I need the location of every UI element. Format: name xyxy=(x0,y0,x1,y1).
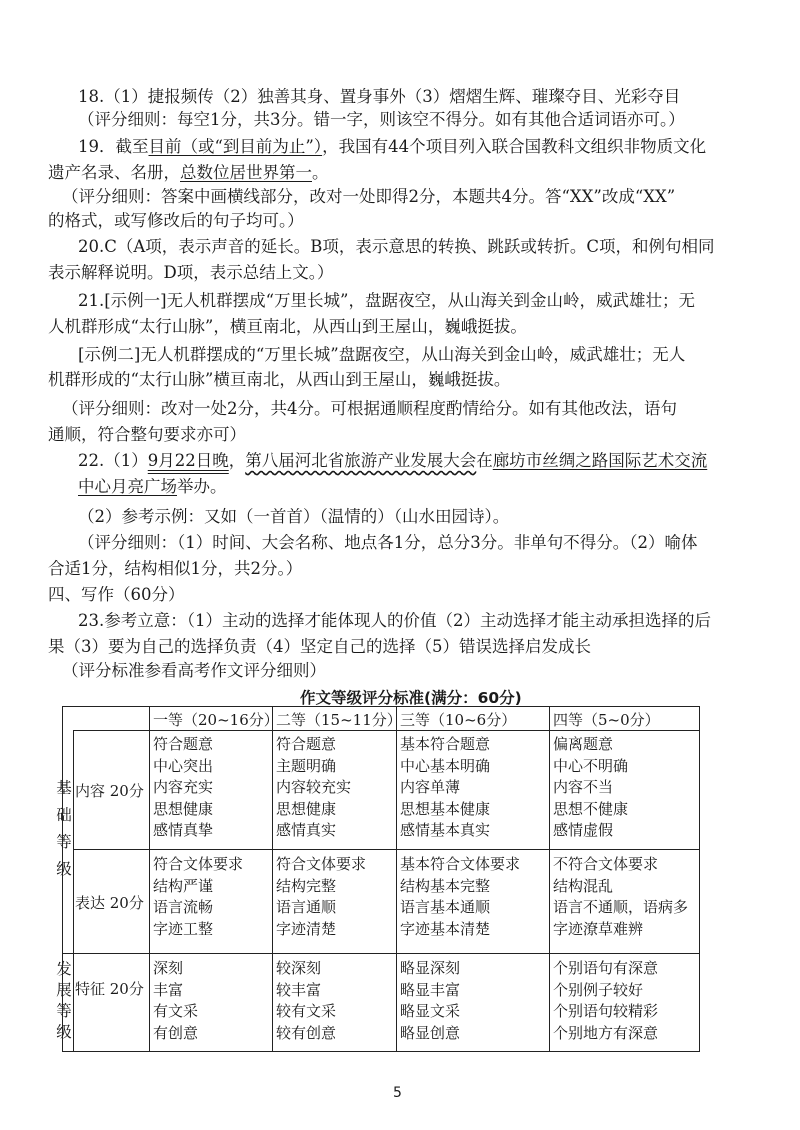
criterion: 结构严谨 xyxy=(153,876,214,895)
q23-scoring-note: （评分标准参看高考作文评分细则） xyxy=(62,661,326,680)
criterion: 较有文采 xyxy=(276,1002,337,1020)
criterion: 感情真实 xyxy=(276,821,337,839)
criterion: 内容单薄 xyxy=(400,778,461,796)
group-label-dev-text: 发展等级 xyxy=(56,960,72,1041)
criterion: 内容充实 xyxy=(153,778,214,796)
table-divider xyxy=(73,730,699,731)
group-label-basic xyxy=(54,775,74,883)
criterion: 丰富 xyxy=(153,980,184,999)
table-cell xyxy=(400,734,490,842)
table-cell xyxy=(553,854,688,940)
q22-location: 廊坊市丝绸之路国际艺术交流 xyxy=(492,451,708,470)
criterion: 思想不健康 xyxy=(553,799,629,818)
q21-example1: 21.[示例一]无人机群摆成“万里长城”，盘踞夜空，从山海关到金山岭，威武雄壮；无 xyxy=(78,291,695,310)
criterion: 略显丰富 xyxy=(400,980,461,999)
criterion: 中心基本明确 xyxy=(400,756,491,775)
group-label-dev xyxy=(54,959,74,1043)
q19-scoring: （评分细则：答案中画横线部分，改对一处即得2分，本题共4分。答“XX”改成“XX” xyxy=(62,187,676,206)
criterion: 感情基本真实 xyxy=(400,821,491,839)
row-label-content: 内容 20分 xyxy=(75,782,144,800)
criterion: 个别例子较好 xyxy=(553,980,644,999)
row-label-features: 特征 20分 xyxy=(75,980,144,998)
page-number: 5 xyxy=(393,1085,402,1101)
q22-time: 9月22日晚 xyxy=(147,451,229,470)
criterion: 思想健康 xyxy=(153,799,214,818)
criterion: 符合题意 xyxy=(153,735,214,753)
criterion: 感情虚假 xyxy=(553,821,614,839)
table-cell xyxy=(153,854,243,940)
grading-table xyxy=(56,706,700,1052)
criterion: 符合题意 xyxy=(276,735,337,753)
criterion: 个别语句有深意 xyxy=(553,959,659,977)
q21-example2: [示例二]无人机群摆成的“万里长城”盘踞夜空，从山海关到金山岭，威武雄壮；无人 xyxy=(78,345,686,364)
criterion: 字迹潦草难辨 xyxy=(553,919,644,938)
section-writing-heading: 四、写作（60分） xyxy=(48,585,185,604)
q22-part2: （2）参考示例：又如（一首首）（温情的）（山水田园诗）。 xyxy=(78,507,510,526)
q19-answer xyxy=(78,136,706,158)
q21-scoring-cont: 通顺，符合整句要求亦可） xyxy=(48,425,246,444)
criterion: 内容较充实 xyxy=(276,778,352,796)
q22-scoring: （评分细则：（1）时间、大会名称、地点各1分，总分3分。非单句不得分。（2）喻体 xyxy=(78,533,698,552)
criterion: 略显文采 xyxy=(400,1002,461,1020)
criterion: 思想健康 xyxy=(276,799,337,818)
q22-part1 xyxy=(78,450,707,472)
criterion: 较有创意 xyxy=(276,1023,337,1042)
q19-scoring-cont: 的格式，或写修改后的句子均可。） xyxy=(48,211,304,230)
criterion: 有创意 xyxy=(153,1023,199,1042)
criterion: 主题明确 xyxy=(276,756,337,775)
table-cell xyxy=(276,734,351,842)
q18-answer: 18.（1）捷报频传（2）独善其身、置身事外（3）熠熠生辉、璀璨夺目、光彩夺目 xyxy=(78,87,681,106)
criterion: 不符合文体要求 xyxy=(553,855,659,873)
table-cell xyxy=(276,854,366,940)
criterion: 中心不明确 xyxy=(553,756,629,775)
criterion: 思想基本健康 xyxy=(400,799,491,818)
q18-scoring: （评分细则：每空1分，共3分。错一字，则该空不得分。如有其他合适词语亦可。） xyxy=(78,110,685,129)
q22-scoring-cont: 合适1分，结构相似1分，共2分。） xyxy=(48,559,303,578)
q23-ideas: 23.参考立意：（1）主动的选择才能体现人的价值（2）主动选择才能主动承担选择的后 xyxy=(78,611,711,630)
table-header-grade-2: 二等（15~11分） xyxy=(276,711,402,729)
q19-answer-cont xyxy=(48,162,329,184)
q19-middle: ，我国有44个项目列入联合国教科文组织非物质文化 xyxy=(322,137,707,156)
table-cell xyxy=(400,854,520,940)
criterion: 字迹工整 xyxy=(153,919,214,938)
criterion: 有文采 xyxy=(153,1002,199,1020)
q22-prefix: 22.（1） xyxy=(78,451,148,470)
criterion: 个别语句较精彩 xyxy=(553,1002,659,1020)
table-title: 作文等级评分标准(满分：60分) xyxy=(300,689,522,707)
table-cell xyxy=(153,958,198,1044)
q19-underlined-2: 总数位居世界第一 xyxy=(180,163,312,182)
table-cell xyxy=(400,958,460,1044)
q22-sep: ， xyxy=(228,451,246,470)
group-label-basic-text: 基础等级 xyxy=(56,779,72,878)
q22-suffix: 举办。 xyxy=(177,477,227,496)
table-cell xyxy=(553,734,628,842)
table-divider xyxy=(272,707,273,1051)
table-cell xyxy=(153,734,213,842)
table-divider xyxy=(396,707,397,1051)
table-divider xyxy=(549,707,550,1051)
criterion: 语言流畅 xyxy=(153,898,214,916)
criterion: 内容不当 xyxy=(553,778,614,796)
criterion: 语言基本通顺 xyxy=(400,898,491,916)
criterion: 结构混乱 xyxy=(553,876,614,895)
criterion: 符合文体要求 xyxy=(276,855,367,873)
criterion: 符合文体要求 xyxy=(153,855,244,873)
q22-part1-cont xyxy=(78,476,227,498)
table-divider xyxy=(73,849,699,850)
q22-mid: 在 xyxy=(476,451,493,470)
criterion: 略显创意 xyxy=(400,1023,461,1042)
criterion: 略显深刻 xyxy=(400,959,461,977)
criterion: 基本符合题意 xyxy=(400,735,491,753)
table-divider xyxy=(149,707,150,1051)
criterion: 结构完整 xyxy=(276,876,337,895)
q19-line2-prefix: 遗产名录、名册， xyxy=(48,163,180,182)
criterion: 个别地方有深意 xyxy=(553,1023,659,1042)
table-divider xyxy=(63,953,699,954)
q21-example2-cont: 机群形成的“太行山脉”横亘南北，从西山到王屋山，巍峨挺拔。 xyxy=(48,370,511,389)
criterion: 字迹清楚 xyxy=(276,919,337,938)
criterion: 字迹基本清楚 xyxy=(400,919,491,938)
q19-underlined-1: 目前（或“到目前为止”） xyxy=(148,137,323,156)
table-header-grade-4: 四等（5~0分） xyxy=(553,711,660,729)
criterion: 语言通顺 xyxy=(276,898,337,916)
criterion: 较丰富 xyxy=(276,980,322,999)
q22-location-cont: 中心月亮广场 xyxy=(78,477,177,496)
table-header-grade-1: 一等（20~16分） xyxy=(153,711,279,729)
criterion: 偏离题意 xyxy=(553,735,614,753)
criterion: 中心突出 xyxy=(153,756,214,775)
q22-event-name: 第八届河北省旅游产业发展大会 xyxy=(245,451,477,470)
criterion: 语言不通顺，语病多 xyxy=(553,898,689,916)
criterion: 结构基本完整 xyxy=(400,876,491,895)
q21-scoring: （评分细则：改对一处2分，共4分。可根据通顺程度酌情给分。如有其他改法，语句 xyxy=(62,399,677,418)
q23-ideas-cont: 果（3）要为自己的选择负责（4）坚定自己的选择（5）错误选择启发成长 xyxy=(48,637,591,656)
row-label-expression: 表达 20分 xyxy=(75,894,144,912)
criterion: 基本符合文体要求 xyxy=(400,855,521,873)
criterion: 较深刻 xyxy=(276,959,322,977)
q19-prefix: 19．截至 xyxy=(78,137,149,156)
q21-example1-cont: 人机群形成“太行山脉”，横亘南北，从西山到王屋山，巍峨挺拔。 xyxy=(48,317,527,336)
criterion: 感情真挚 xyxy=(153,821,214,839)
table-cell xyxy=(276,958,336,1044)
q20-answer: 20.C（A项，表示声音的延长。B项，表示意思的转换、跳跃或转折。C项，和例句相同 xyxy=(78,237,715,256)
table-cell xyxy=(553,958,658,1044)
criterion: 深刻 xyxy=(153,959,184,977)
table-header-grade-3: 三等（10~6分） xyxy=(400,711,517,729)
q19-line2-suffix: 。 xyxy=(312,163,329,182)
q20-answer-cont: 表示解释说明。D项，表示总结上文。） xyxy=(48,263,334,282)
